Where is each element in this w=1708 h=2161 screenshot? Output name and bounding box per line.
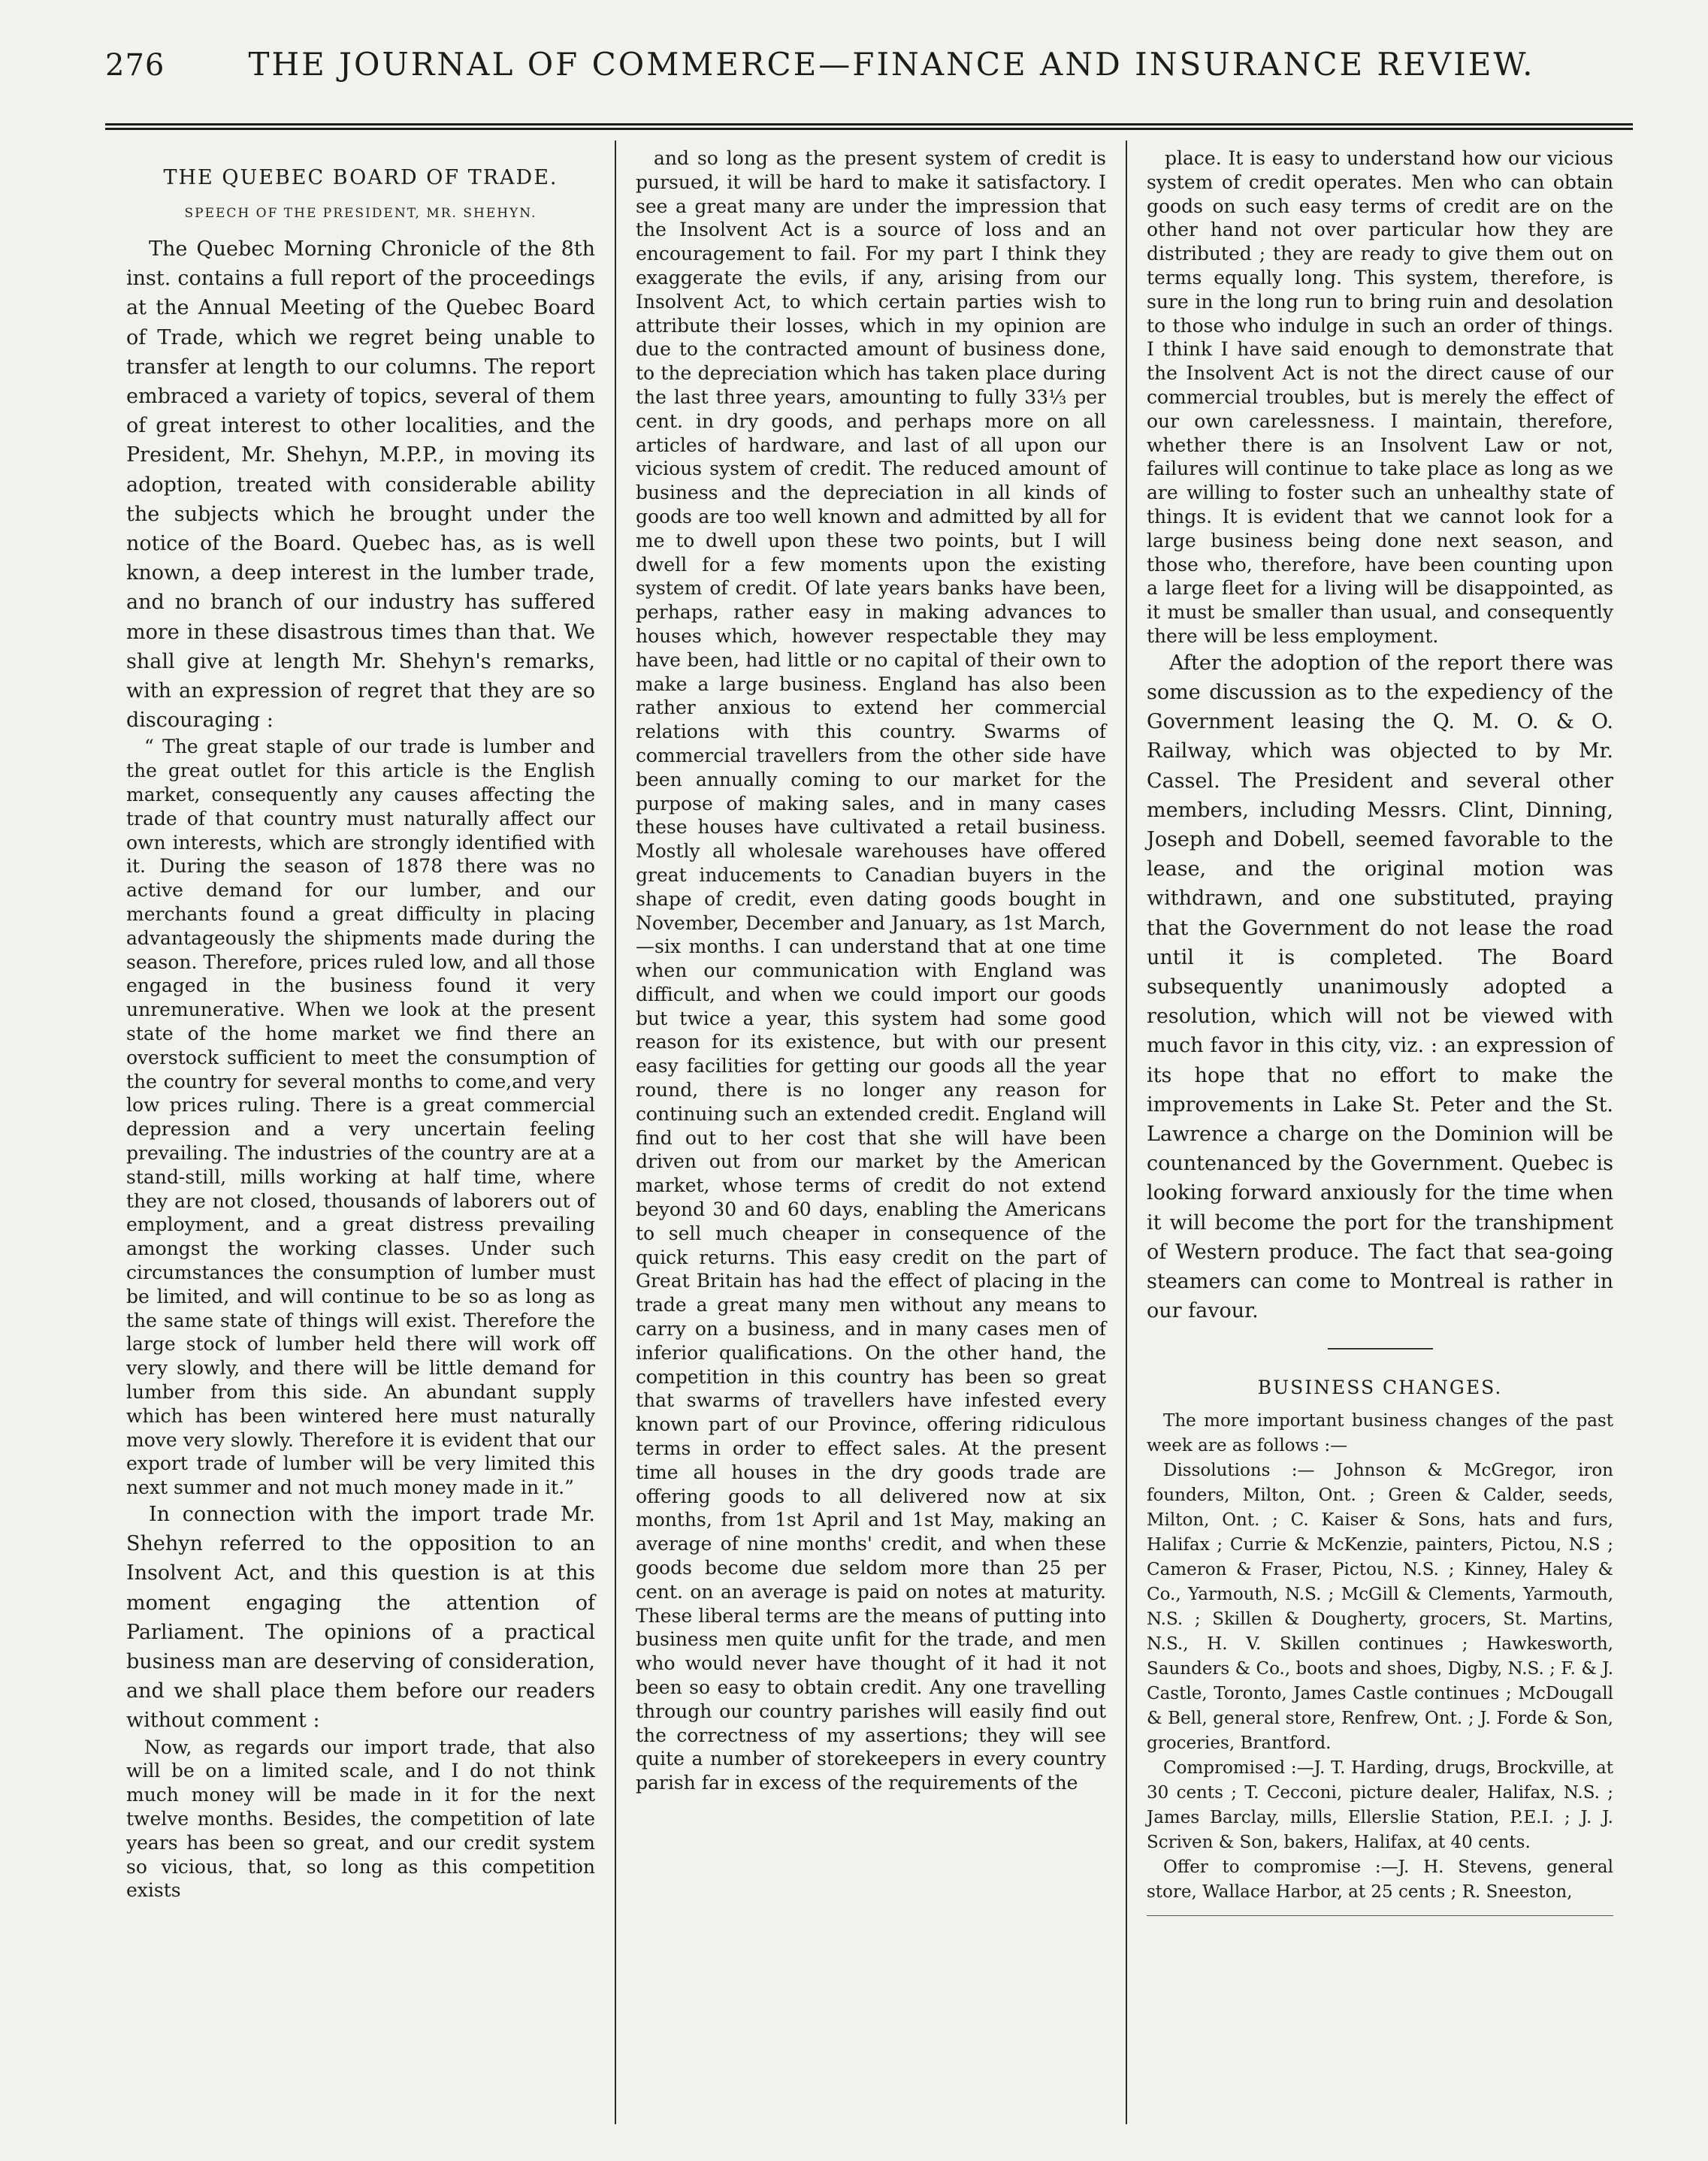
report-discussion-paragraph: After the adoption of the report there was some discussion as to the expediency of the Government leasing the Q. M. O. & O. Railway, which was objected to by Mr. Cassel. The President and several other members, including Messrs. Clint, Dinning, Joseph and Dobell, seemed favorable to the lease, and the original motion was withdrawn, and one substituted, praying that the Government do not lease the road until it is completed. The Board subsequently unanimously adopted a resolution, which will not be viewed with much favor in this city, viz. : an expression of its hope that no effort to make the improvements in Lake St. Peter and the St. Lawrence a charge on the Dominion will be countenanced by the Government. Quebec is looking forward anxiously for the time when it will become the port for the transhipment of Western produce. The fact that sea-going steamers can come to Montreal is rather in our favour.: [1147, 651, 1613, 1323]
article-subhead: SPEECH OF THE PRESIDENT, MR. SHEHYN.: [184, 206, 537, 221]
column-2: [615, 141, 1126, 2124]
masthead: [105, 38, 1633, 90]
column-1: [105, 141, 615, 2124]
masthead-rule: [105, 123, 1633, 130]
speech-conclusion: place. It is easy to understand how our vicious system of credit operates. Men who can obtain goods on such easy terms of credit are on the other hand not over particular how they are distributed ; they are ready to give them out on terms equally long. This system, therefore, is sure in the long run to bring ruin and desolation to those who indulge in such an order of things. I think I have said enough to demonstrate that the Insolvent Act is not the direct cause of our commercial troubles, but is merely the effect of our own carelessness. I maintain, therefore, whether there is an Insolvent Law or not, failures will continue to take place as long as we are willing to foster such an unhealthy state of things. It is evident that we cannot look for a large business being done next season, and those who, therefore, have been counting upon a large fleet for a living will be disappointed, as it must be smaller than usual, and consequently there will be less employment.: [1147, 147, 1613, 647]
intro-paragraph: The Quebec Morning Chronicle of the 8th inst. contains a full report of the proceedings at the Annual Meeting of the Quebec Board of Trade, which we regret being unable to transfer at length to our columns. The report embraced a variety of topics, several of them of great interest to other localities, and the President, Mr. Shehyn, M.P.P., in moving its adoption, treated with considerable ability the subjects which he brought under the notice of the Board. Quebec has, as is well known, a deep interest in the lumber trade, and no branch of our industry has suffered more in these disastrous times than that. We shall give at length Mr. Shehyn's remarks, with an expression of regret that they are so discouraging :: [126, 237, 595, 733]
offer-to-compromise-notice: Offer to compromise :—J. H. Stevens, general store, Wallace Harbor, at 25 cents ; R. Sneeston,: [1147, 1857, 1613, 1903]
article-headline: THE QUEBEC BOARD OF TRADE.: [163, 166, 558, 189]
column-3: [1126, 141, 1633, 2124]
speech-quote: “ The great staple of our trade is lumber and the great outlet for this article is the English market, consequently any causes affecting the trade of that country must naturally affect our own interests, which are strongly identified with it. During the season of 1878 there was no active demand for our lumber, and our merchants found a great difficulty in placing advantageously the shipments made during the season. Therefore, prices ruled low, and all those engaged in the business found it very unremunerative. When we look at the present state of the home market we find there an overstock sufficient to meet the consumption of the country for several months to come,and very low prices ruling. There is a great commercial depression and a very uncertain feeling prevailing. The industries of the country are at a stand-still, mills working at half time, where they are not closed, thousands of laborers out of employment, and a great distress prevailing amongst the working classes. Under such circumstances the consumption of lumber must be limited, and will continue to be so as long as the same state of things will exist. Therefore the large stock of lumber held there will work off very slowly, and there will be little demand for lumber from this side. An abundant supply which has been wintered here must naturally move very slowly. Therefore it is evident that our export trade of lumber will be very limited this next summer and not much money made in it.”: [126, 736, 595, 1499]
speech-continuation: and so long as the present system of credit is pursued, it will be hard to make it satisfactory. I see a great many are under the impression that the Insolvent Act is a source of loss and an encouragement to fail. For my part I think they exaggerate the evils, if any, arising from our Insolvent Act, to which certain parties wish to attribute their losses, which in my opinion are due to the contracted amount of business done, to the depreciation which has taken place during the last three years, amounting to fully 33⅓ per cent. in dry goods, and perhaps more on all articles of hardware, and last of all upon our vicious system of credit. The reduced amount of business and the depreciation in all kinds of goods are too well known and admitted by all for me to dwell upon these two points, but I will dwell for a few moments upon the existing system of credit. Of late years banks have been, perhaps, rather easy in making advances to houses which, however respectable they may have been, had little or no capital of their own to make a large business. England has also been rather anxious to extend her commercial relations with this country. Swarms of commercial travellers from the other side have been annually coming to our market for the purpose of making sales, and in many cases these houses have cultivated a retail business. Mostly all wholesale warehouses have offered great inducements to Canadian buyers in the shape of credit, even dating goods bought in November, December and January, as 1st March,—six months. I can understand that at one time when our communication with England was difficult, and when we could import our goods but twice a year, this system had some good reason for its existence, but with our present easy facilities for getting our goods all the year round, there is no longer any reason for continuing such an extended credit. England will find out to her cost that she will have been driven out from our market by the American market, whose terms of credit do not extend beyond 30 and 60 days, enabling the Americans to sell much cheaper in consequence of the quick returns. This easy credit on the part of Great Britain has had the effect of placing in the trade a great many men without any means to carry on a business, and in many cases men of inferior qualifications. On the other hand, the competition in this country has been so great that swarms of travellers have infested every known part of our Province, offering ridiculous terms in order to effect sales. At the present time all houses in the dry goods trade are offering goods to all delivered now at six months, from 1st April and 1st May, making an average of nine months' credit, and when these goods become due seldom more than 25 per cent. on an average is paid on notes at maturity. These liberal terms are the means of putting into business men quite unfit for the trade, and men who would never have thought of it had it not been so easy to obtain credit. Any one travelling through our country parishes will easily find out the correctness of my assertions; they will see quite a number of storekeepers in every country parish far in excess of the requirements of the: [636, 147, 1106, 1794]
compromised-notice: Compromised :—J. T. Harding, drugs, Brockville, at 30 cents ; T. Cecconi, picture dealer, Halifax, N.S. ; James Barclay, mills, Ellerslie Station, P.E.I. ; J. J. Scriven & Son, bakers, Halifax, at 40 cents.: [1147, 1758, 1613, 1853]
business-changes-heading: BUSINESS CHANGES.: [1257, 1377, 1503, 1399]
page-number: 276: [105, 48, 165, 83]
speech-quote-continued: Now, as regards our import trade, that also will be on a limited scale, and I do not think much money will be made in it for the next twelve months. Besides, the competition of late years has been so great, and our credit system so vicious, that, so long as this competition exists: [126, 1736, 595, 1902]
article-columns: [105, 141, 1633, 2124]
business-changes-intro: The more important business changes of the past week are as follows :—: [1147, 1411, 1613, 1456]
dissolutions-notice: Dissolutions :— Johnson & McGregor, iron founders, Milton, Ont. ; Green & Calder, seeds, Milton, Ont. ; C. Kaiser & Sons, hats and furs, Halifax ; Currie & McKenzie, painters, Pictou, N.S ; Cameron & Fraser, Pictou, N.S. ; Kinney, Haley & Co., Yarmouth, N.S. ; McGill & Clements, Yarmouth, N.S. ; Skillen & Dougherty, grocers, St. Martins, N.S., H. V. Skillen continues ; Hawkesworth, Saunders & Co., boots and shoes, Digby, N.S. ; F. & J. Castle, Toronto, James Castle continues ; McDougall & Bell, general store, Renfrew, Ont. ; J. Forde & Son, groceries, Brantford.: [1147, 1461, 1613, 1754]
column-foot-rule: [1147, 1915, 1613, 1916]
connection-paragraph: In connection with the import trade Mr. Shehyn referred to the opposition to an Insolvent Act, and this question is at this moment engaging the attention of Parliament. The opinions of a practical business man are deserving of consideration, and we shall place them before our readers without comment :: [126, 1502, 595, 1733]
journal-title: THE JOURNAL OF COMMERCE—FINANCE AND INSURANCE REVIEW.: [248, 45, 1535, 83]
section-divider: [1328, 1348, 1433, 1349]
